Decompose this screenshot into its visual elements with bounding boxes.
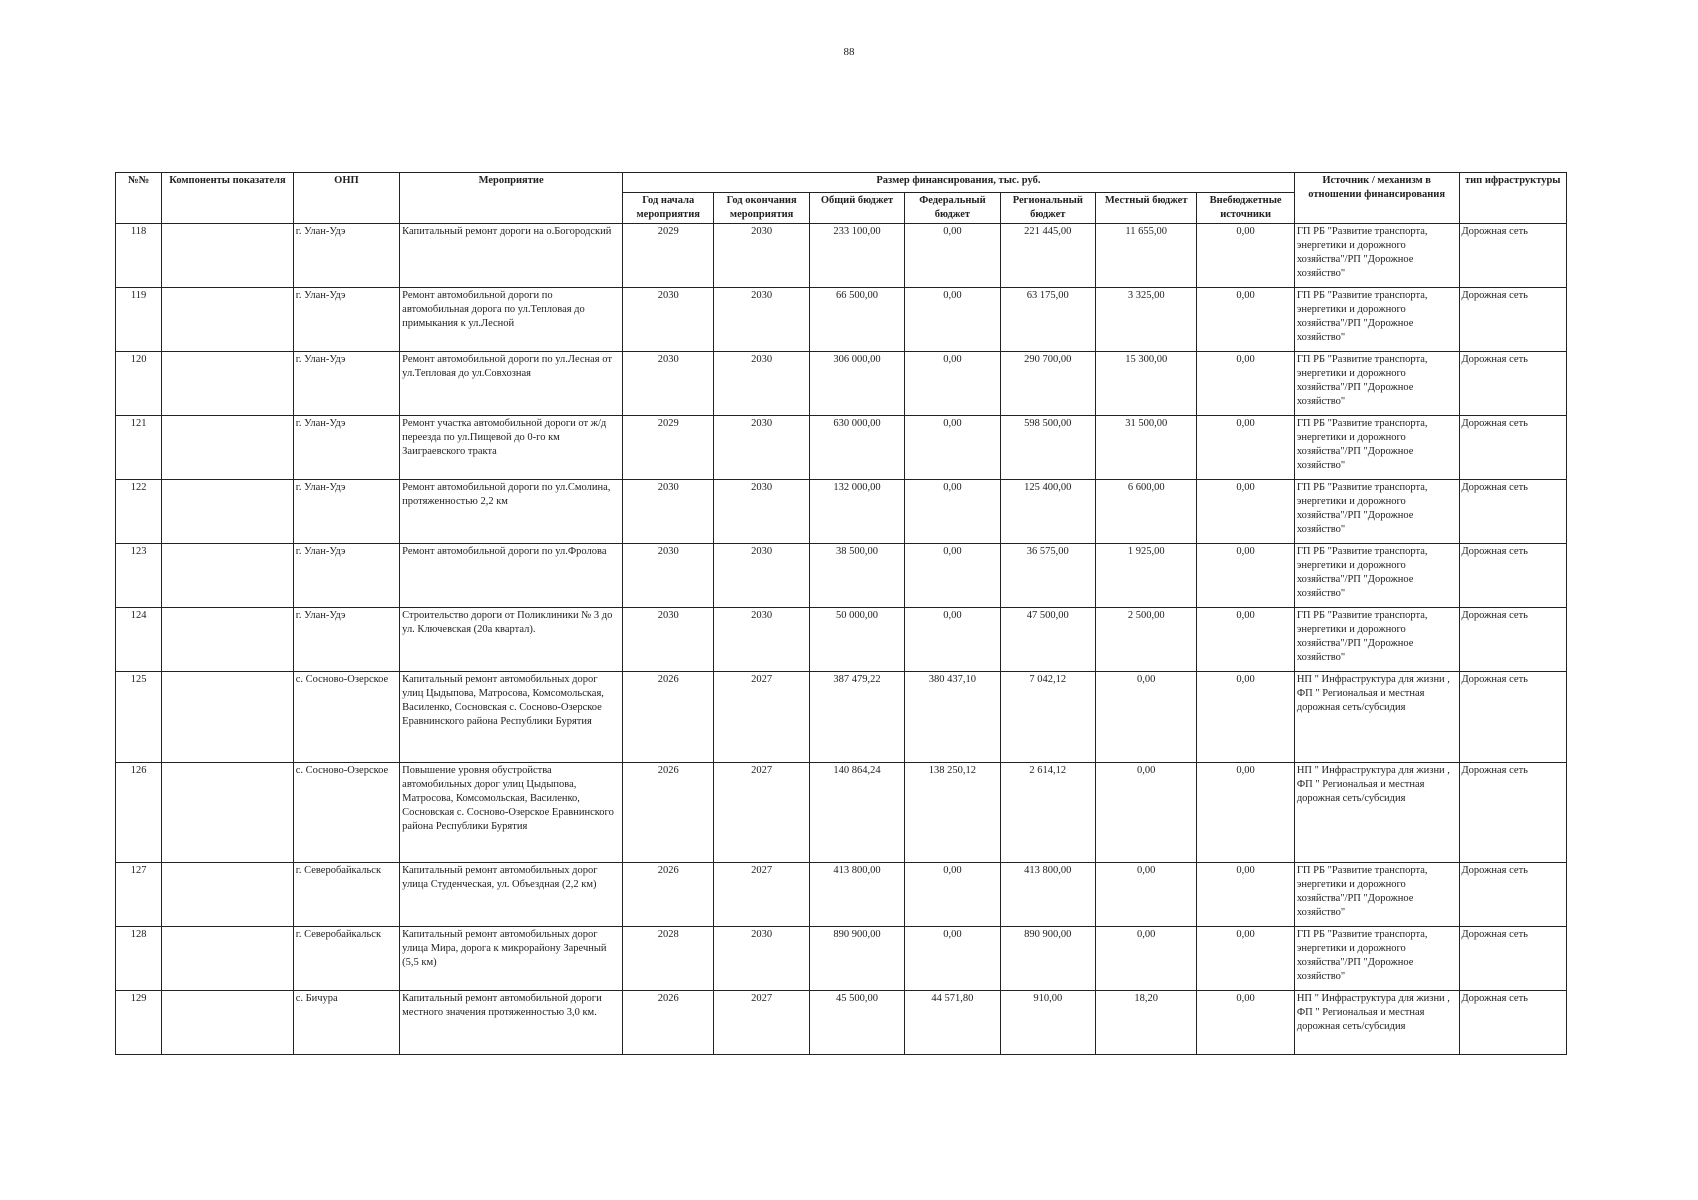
row-regional: 2 614,12 — [1000, 763, 1095, 863]
row-source: НП " Инфраструктура для жизни , ФП " Региональая и местная дорожная сеть/субсидия — [1294, 763, 1459, 863]
row-event: Капитальный ремонт автомобильных дорог улица Студенческая, ул. Объездная (2,2 км) — [400, 863, 623, 927]
row-onp: г. Северобайкальск — [293, 927, 399, 991]
row-infra: Дорожная сеть — [1459, 863, 1567, 927]
row-component — [162, 991, 294, 1055]
row-source: ГП РБ "Развитие транспорта, энергетики и дорожного хозяйства"/РП "Дорожное хозяйство" — [1294, 480, 1459, 544]
row-federal: 0,00 — [905, 927, 1000, 991]
row-federal: 0,00 — [905, 416, 1000, 480]
row-federal: 0,00 — [905, 863, 1000, 927]
row-event: Капитальный ремонт автомобильных дорог улица Мира, дорога к микрорайону Заречный (5,5 км) — [400, 927, 623, 991]
row-year-start: 2030 — [623, 544, 714, 608]
row-onp: г. Улан-Удэ — [293, 224, 399, 288]
row-local: 11 655,00 — [1096, 224, 1197, 288]
row-federal: 44 571,80 — [905, 991, 1000, 1055]
row-year-end: 2030 — [714, 544, 809, 608]
table-row — [116, 480, 1567, 544]
row-offbudget: 0,00 — [1197, 416, 1294, 480]
row-year-end: 2027 — [714, 863, 809, 927]
row-onp: г. Северобайкальск — [293, 863, 399, 927]
row-component — [162, 927, 294, 991]
row-infra: Дорожная сеть — [1459, 288, 1567, 352]
row-infra: Дорожная сеть — [1459, 991, 1567, 1055]
row-federal: 380 437,10 — [905, 672, 1000, 763]
header-federal: Федеральный бюджет — [905, 193, 1000, 224]
row-local: 0,00 — [1096, 927, 1197, 991]
header-source: Источник / механизм в отношении финансирования — [1294, 173, 1459, 224]
row-source: ГП РБ "Развитие транспорта, энергетики и дорожного хозяйства"/РП "Дорожное хозяйство" — [1294, 544, 1459, 608]
row-num: 127 — [116, 863, 162, 927]
row-onp: с. Бичура — [293, 991, 399, 1055]
row-regional: 910,00 — [1000, 991, 1095, 1055]
row-year-start: 2030 — [623, 480, 714, 544]
financing-table — [115, 172, 1567, 1055]
row-num: 124 — [116, 608, 162, 672]
row-component — [162, 672, 294, 763]
row-year-end: 2030 — [714, 352, 809, 416]
row-regional: 125 400,00 — [1000, 480, 1095, 544]
row-regional: 47 500,00 — [1000, 608, 1095, 672]
row-year-end: 2027 — [714, 991, 809, 1055]
row-year-end: 2030 — [714, 927, 809, 991]
row-component — [162, 608, 294, 672]
table-row — [116, 352, 1567, 416]
row-year-end: 2030 — [714, 288, 809, 352]
row-num: 128 — [116, 927, 162, 991]
row-onp: г. Улан-Удэ — [293, 480, 399, 544]
row-infra: Дорожная сеть — [1459, 544, 1567, 608]
table-row — [116, 927, 1567, 991]
row-offbudget: 0,00 — [1197, 544, 1294, 608]
header-event: Мероприятие — [400, 173, 623, 224]
row-source: ГП РБ "Развитие транспорта, энергетики и дорожного хозяйства"/РП "Дорожное хозяйство" — [1294, 224, 1459, 288]
row-year-start: 2026 — [623, 863, 714, 927]
header-financing: Размер финансирования, тыс. руб. — [623, 173, 1295, 193]
row-total: 233 100,00 — [809, 224, 904, 288]
row-event: Строительство дороги от Поликлиники № 3 до ул. Ключевская (20а квартал). — [400, 608, 623, 672]
row-component — [162, 863, 294, 927]
row-num: 129 — [116, 991, 162, 1055]
table-row — [116, 672, 1567, 763]
row-num: 118 — [116, 224, 162, 288]
row-component — [162, 224, 294, 288]
row-event: Капитальный ремонт автомобильных дорог улиц Цыдыпова, Матросова, Комсомольская, Василенко, Сосновская с. Сосново-Озерское Еравнинского района Республики Бурятия — [400, 672, 623, 763]
row-infra: Дорожная сеть — [1459, 927, 1567, 991]
row-federal: 0,00 — [905, 480, 1000, 544]
row-total: 306 000,00 — [809, 352, 904, 416]
row-federal: 0,00 — [905, 224, 1000, 288]
row-source: ГП РБ "Развитие транспорта, энергетики и дорожного хозяйства"/РП "Дорожное хозяйство" — [1294, 352, 1459, 416]
row-local: 6 600,00 — [1096, 480, 1197, 544]
row-regional: 598 500,00 — [1000, 416, 1095, 480]
row-infra: Дорожная сеть — [1459, 480, 1567, 544]
row-year-start: 2026 — [623, 672, 714, 763]
row-year-start: 2030 — [623, 288, 714, 352]
row-infra: Дорожная сеть — [1459, 608, 1567, 672]
row-federal: 138 250,12 — [905, 763, 1000, 863]
header-year-end: Год окончания мероприятия — [714, 193, 809, 224]
row-federal: 0,00 — [905, 352, 1000, 416]
row-year-end: 2030 — [714, 480, 809, 544]
row-offbudget: 0,00 — [1197, 991, 1294, 1055]
row-total: 45 500,00 — [809, 991, 904, 1055]
row-event: Капитальный ремонт автомобильной дороги местного значения протяженностью 3,0 км. — [400, 991, 623, 1055]
row-year-start: 2030 — [623, 608, 714, 672]
table-header — [116, 173, 1567, 224]
row-source: ГП РБ "Развитие транспорта, энергетики и дорожного хозяйства"/РП "Дорожное хозяйство" — [1294, 927, 1459, 991]
header-regional: Региональный бюджет — [1000, 193, 1095, 224]
row-year-end: 2027 — [714, 763, 809, 863]
row-component — [162, 288, 294, 352]
row-regional: 63 175,00 — [1000, 288, 1095, 352]
row-offbudget: 0,00 — [1197, 927, 1294, 991]
row-onp: г. Улан-Удэ — [293, 544, 399, 608]
table-row — [116, 288, 1567, 352]
row-source: НП " Инфраструктура для жизни , ФП " Региональая и местная дорожная сеть/субсидия — [1294, 672, 1459, 763]
header-offbudget: Внебюджетные источники — [1197, 193, 1294, 224]
row-local: 0,00 — [1096, 672, 1197, 763]
row-regional: 7 042,12 — [1000, 672, 1095, 763]
header-component: Компоненты показателя — [162, 173, 294, 224]
row-regional: 290 700,00 — [1000, 352, 1095, 416]
row-onp: г. Улан-Удэ — [293, 288, 399, 352]
header-infra: тип ифраструктуры — [1459, 173, 1567, 224]
row-local: 0,00 — [1096, 763, 1197, 863]
row-onp: с. Сосново-Озерское — [293, 763, 399, 863]
row-total: 66 500,00 — [809, 288, 904, 352]
row-num: 125 — [116, 672, 162, 763]
row-offbudget: 0,00 — [1197, 288, 1294, 352]
row-event: Повышение уровня обустройства автомобильных дорог улиц Цыдыпова, Матросова, Комсомольская, Василенко, Сосновская с. Сосново-Озерское Еравнинского района Республики Бурятия — [400, 763, 623, 863]
row-num: 121 — [116, 416, 162, 480]
table-row — [116, 608, 1567, 672]
table-row — [116, 763, 1567, 863]
row-infra: Дорожная сеть — [1459, 672, 1567, 763]
row-onp: г. Улан-Удэ — [293, 416, 399, 480]
row-year-start: 2029 — [623, 224, 714, 288]
header-local: Местный бюджет — [1096, 193, 1197, 224]
row-total: 140 864,24 — [809, 763, 904, 863]
row-event: Ремонт участка автомобильной дороги от ж/д переезда по ул.Пищевой до 0-го км Заиграевского тракта — [400, 416, 623, 480]
row-total: 132 000,00 — [809, 480, 904, 544]
row-event: Ремонт автомобильной дороги по ул.Лесная от ул.Тепловая до ул.Совхозная — [400, 352, 623, 416]
header-num: №№ — [116, 173, 162, 224]
table-row — [116, 224, 1567, 288]
header-year-start: Год начала мероприятия — [623, 193, 714, 224]
row-infra: Дорожная сеть — [1459, 763, 1567, 863]
row-event: Ремонт автомобильной дороги по ул.Фролова — [400, 544, 623, 608]
row-total: 38 500,00 — [809, 544, 904, 608]
row-total: 630 000,00 — [809, 416, 904, 480]
row-offbudget: 0,00 — [1197, 608, 1294, 672]
row-infra: Дорожная сеть — [1459, 416, 1567, 480]
row-offbudget: 0,00 — [1197, 672, 1294, 763]
row-year-start: 2029 — [623, 416, 714, 480]
row-offbudget: 0,00 — [1197, 480, 1294, 544]
table-row — [116, 991, 1567, 1055]
header-onp: ОНП — [293, 173, 399, 224]
row-year-start: 2030 — [623, 352, 714, 416]
table-row — [116, 863, 1567, 927]
row-offbudget: 0,00 — [1197, 763, 1294, 863]
row-component — [162, 416, 294, 480]
header-total: Общий бюджет — [809, 193, 904, 224]
table-row — [116, 416, 1567, 480]
row-local: 31 500,00 — [1096, 416, 1197, 480]
row-event: Капитальный ремонт дороги на о.Богородский — [400, 224, 623, 288]
row-federal: 0,00 — [905, 608, 1000, 672]
row-local: 0,00 — [1096, 863, 1197, 927]
row-onp: с. Сосново-Озерское — [293, 672, 399, 763]
table-row — [116, 544, 1567, 608]
row-infra: Дорожная сеть — [1459, 224, 1567, 288]
row-component — [162, 352, 294, 416]
row-source: ГП РБ "Развитие транспорта, энергетики и дорожного хозяйства"/РП "Дорожное хозяйство" — [1294, 863, 1459, 927]
row-source: ГП РБ "Развитие транспорта, энергетики и дорожного хозяйства"/РП "Дорожное хозяйство" — [1294, 608, 1459, 672]
row-offbudget: 0,00 — [1197, 863, 1294, 927]
row-year-start: 2028 — [623, 927, 714, 991]
row-year-start: 2026 — [623, 763, 714, 863]
row-onp: г. Улан-Удэ — [293, 608, 399, 672]
page-number: 88 — [843, 46, 855, 58]
row-event: Ремонт автомобильной дороги по ул.Смолина, протяженностью 2,2 км — [400, 480, 623, 544]
row-component — [162, 763, 294, 863]
row-year-end: 2030 — [714, 608, 809, 672]
row-offbudget: 0,00 — [1197, 352, 1294, 416]
row-year-end: 2027 — [714, 672, 809, 763]
row-local: 2 500,00 — [1096, 608, 1197, 672]
row-component — [162, 480, 294, 544]
row-num: 126 — [116, 763, 162, 863]
row-regional: 890 900,00 — [1000, 927, 1095, 991]
row-local: 15 300,00 — [1096, 352, 1197, 416]
row-component — [162, 544, 294, 608]
row-onp: г. Улан-Удэ — [293, 352, 399, 416]
row-local: 1 925,00 — [1096, 544, 1197, 608]
row-year-start: 2026 — [623, 991, 714, 1055]
row-total: 890 900,00 — [809, 927, 904, 991]
row-source: ГП РБ "Развитие транспорта, энергетики и дорожного хозяйства"/РП "Дорожное хозяйство" — [1294, 416, 1459, 480]
row-local: 3 325,00 — [1096, 288, 1197, 352]
row-source: НП " Инфраструктура для жизни , ФП " Региональая и местная дорожная сеть/субсидия — [1294, 991, 1459, 1055]
row-offbudget: 0,00 — [1197, 224, 1294, 288]
row-federal: 0,00 — [905, 288, 1000, 352]
row-num: 120 — [116, 352, 162, 416]
row-total: 50 000,00 — [809, 608, 904, 672]
row-event: Ремонт автомобильной дороги по автомобильная дорога по ул.Тепловая до примыкания к ул.Лесной — [400, 288, 623, 352]
row-total: 387 479,22 — [809, 672, 904, 763]
row-regional: 413 800,00 — [1000, 863, 1095, 927]
row-infra: Дорожная сеть — [1459, 352, 1567, 416]
row-total: 413 800,00 — [809, 863, 904, 927]
row-source: ГП РБ "Развитие транспорта, энергетики и дорожного хозяйства"/РП "Дорожное хозяйство" — [1294, 288, 1459, 352]
row-federal: 0,00 — [905, 544, 1000, 608]
table-body — [116, 224, 1567, 1055]
row-year-end: 2030 — [714, 416, 809, 480]
row-num: 122 — [116, 480, 162, 544]
row-regional: 221 445,00 — [1000, 224, 1095, 288]
row-local: 18,20 — [1096, 991, 1197, 1055]
row-regional: 36 575,00 — [1000, 544, 1095, 608]
row-num: 123 — [116, 544, 162, 608]
row-num: 119 — [116, 288, 162, 352]
row-year-end: 2030 — [714, 224, 809, 288]
